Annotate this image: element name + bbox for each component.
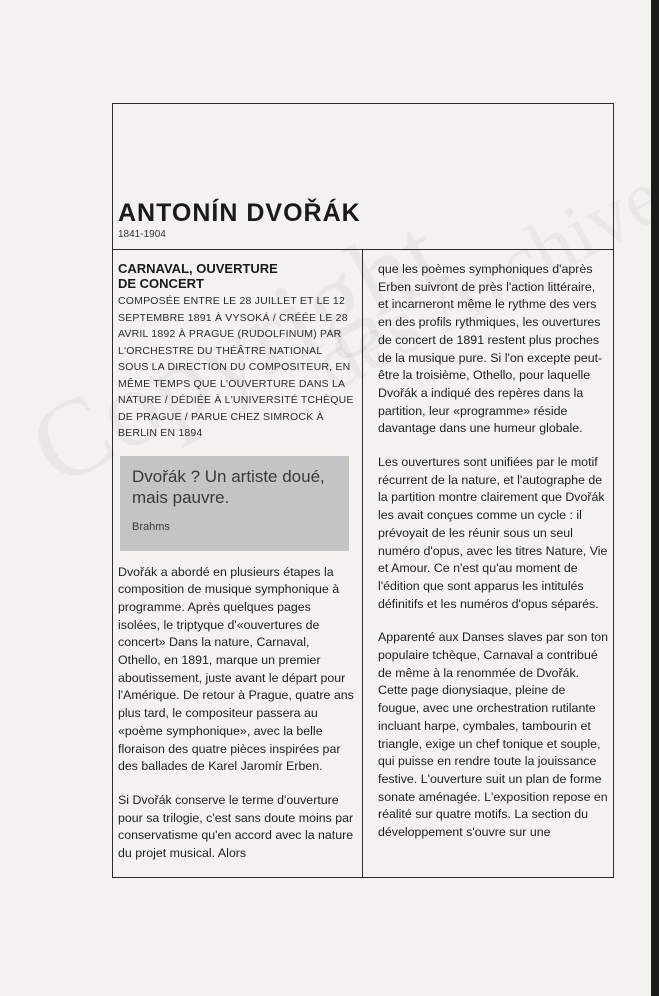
work-title-line2: DE CONCERT <box>118 276 204 291</box>
paragraph: Dvořák a abordé en plusieurs étapes la composition de musique symphonique à programme. Après quelques pages isolées, le triptyque d'«ouvertures de concert» Dans la nature, Carnaval, Othello, en 1891, marque un premier aboutissement, juste avant le départ pour l'Amérique. De retour à Prague, quatre ans plus tard, le compositeur passera au «poème symphonique», avec la belle floraison des quatre pièces inspirées par des ballades de Karel Jaromír Erben. <box>118 564 354 774</box>
quote-box <box>120 456 349 551</box>
work-title <box>118 261 354 291</box>
work-title-line1: CARNAVAL, OUVERTURE <box>118 261 278 276</box>
work-details: COMPOSÉE ENTRE LE 28 JUILLET ET LE 12 SEPTEMBRE 1891 À VYSOKÁ / CRÉÉE LE 28 AVRIL 1892 À PRAGUE (RUDOLFINUM) PAR L'ORCHESTRE DU THÉÂTRE NATIONAL SOUS LA DIRECTION DU COMPOSITEUR, EN MÊME TEMPS QUE L'OUVERTURE DANS LA NATURE / DÉDIÉE À L'UNIVERSITÉ TCHÈQUE DE PRAGUE / PARUE CHEZ SIMROCK À BERLIN EN 1894 <box>118 295 354 439</box>
paragraph: que les poèmes symphoniques d'après Erben suivront de près l'action littéraire, et incarneront même le rythme des vers en des profils rythmiques, les ouvertures de concert de 1891 restent plus proches de la musique pure. Si l'on excepte peut-être la troisième, Othello, pour laquelle Dvořák a indiqué des repères dans la partition, leur «programme» réside davantage dans une humeur globale. <box>378 262 603 436</box>
column-divider <box>362 250 363 877</box>
header-divider <box>112 249 614 250</box>
paragraph: Les ouvertures sont unifiées par le motif récurrent de la nature, et l'autographe de la partition montre clairement que Dvořák les avait conçues comme un cycle : il prévoyait de les réunir sous un seul numéro d'opus, avec les titres Nature, Vie et Amour. Ce n'est qu'au moment de l'édition que sont apparus les intitulés définitifs et les numéros d'opus séparés. <box>378 455 608 611</box>
quote-author: Brahms <box>132 520 170 533</box>
quote-text: Dvořák ? Un artiste doué, mais pauvre. <box>132 466 325 507</box>
right-column <box>378 261 609 842</box>
page-edge <box>651 0 659 996</box>
paragraph: Si Dvořák conserve le terme d'ouverture pour sa trilogie, c'est sans doute moins par conservatisme qu'en accord avec la nature du projet musical. Alors <box>118 792 354 861</box>
left-column <box>118 261 354 863</box>
composer-name: ANTONÍN DVOŘÁK <box>118 199 361 227</box>
paragraph: Apparenté aux Danses slaves par son ton populaire tchèque, Carnaval a contribué de même à la renommée de Dvořák. Cette page dionysiaque, pleine de fougue, avec une orchestration rutilante incluant harpe, cymbales, tambourin et triangle, exige un chef tonique et souple, qui puisse en rendre toute la jouissance festive. L'ouverture suit un plan de forme sonate aménagée. L'exposition repose en réalité sur quatre motifs. La section du développement s'ouvre sur une <box>378 630 609 840</box>
composer-dates: 1841-1904 <box>118 229 166 240</box>
